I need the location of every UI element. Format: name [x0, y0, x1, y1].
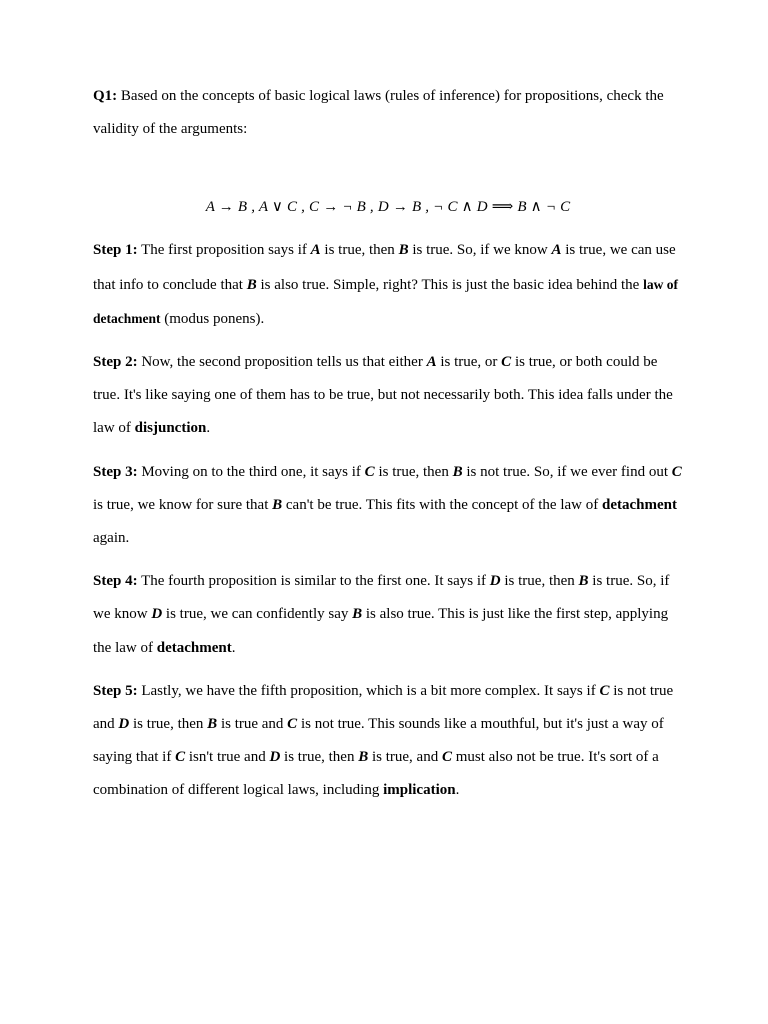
step-text: is not true and: [93, 682, 674, 733]
variable: B: [272, 496, 283, 513]
step-text: Now, the second proposition tells us that either: [137, 354, 427, 371]
question-q1: [93, 80, 683, 146]
step-text: is true, we can confidently say: [162, 606, 353, 623]
variable: B: [358, 749, 369, 766]
step-text: is not true. This sounds like a mouthful, but it's just a way of saying that if: [93, 716, 664, 766]
law-term: law of detachment: [93, 276, 678, 326]
step-label: Step 2:: [93, 354, 138, 371]
variable: D: [151, 606, 163, 623]
law-term: disjunction: [134, 420, 207, 437]
variable: A: [551, 242, 562, 259]
step-text: .: [206, 420, 211, 437]
variable: D: [489, 573, 501, 590]
step-text: is true. So, if we know: [93, 573, 670, 623]
step-text: The fourth proposition is similar to the first one. It says if: [137, 573, 490, 590]
step-text: is also true. Simple, right? This is just the basic idea behind the: [256, 276, 644, 293]
step-text: isn't true and: [185, 749, 270, 766]
step-label: Step 1:: [93, 242, 138, 259]
step-text: .: [231, 639, 236, 656]
variable: B: [352, 606, 363, 623]
step-text: is true, we can use that info to conclude that: [93, 242, 676, 293]
step-text: is true and: [217, 716, 288, 733]
step-3: [93, 456, 683, 556]
step-text: is true. So, if we know: [408, 242, 552, 259]
step-text: Lastly, we have the fifth proposition, which is a bit more complex. It says if: [137, 682, 600, 699]
step-text: is also true. This is just like the first step, applying the law of: [93, 606, 669, 656]
law-term: implication: [383, 782, 456, 799]
variable: C: [175, 749, 186, 766]
step-2: [93, 346, 683, 446]
step-text: is not true. So, if we ever find out: [462, 463, 672, 480]
variable: B: [207, 716, 218, 733]
variable: A: [310, 242, 321, 259]
step-label: Step 5:: [93, 682, 138, 699]
argument-formula: A → B , A ∨ C , C → ¬ B , D → B , ¬ C ∧ D ⟹ B ∧ ¬ C: [205, 199, 571, 216]
step-text: Moving on to the third one, it says if: [137, 463, 365, 480]
step-text: is true, and: [368, 749, 442, 766]
step-4: [93, 565, 683, 665]
variable: B: [246, 276, 257, 293]
step-text: must also not be true. It's sort of a combination of different logical laws, including: [93, 749, 659, 799]
step-text: .: [455, 782, 460, 799]
variable: C: [671, 463, 682, 480]
step-text: is true, then: [129, 716, 208, 733]
step-text: is true, then: [500, 573, 579, 590]
step-text: again.: [93, 530, 130, 547]
step-text: is true, or: [436, 354, 502, 371]
document-page: [93, 80, 683, 818]
step-text: (modus ponens).: [160, 310, 265, 327]
variable: B: [398, 242, 409, 259]
variable: B: [452, 463, 463, 480]
variable: C: [287, 716, 298, 733]
step-label: Step 4:: [93, 573, 138, 590]
variable: C: [364, 463, 375, 480]
variable: D: [269, 749, 281, 766]
variable: B: [578, 573, 589, 590]
variable: C: [501, 354, 512, 371]
variable: A: [426, 354, 437, 371]
variable: D: [118, 716, 130, 733]
variable: C: [599, 682, 610, 699]
step-text: is true, then: [280, 749, 359, 766]
step-text: is true, then: [374, 463, 453, 480]
step-text: is true, then: [320, 242, 399, 259]
question-text: Based on the concepts of basic logical laws (rules of inference) for propositions, check the validity of the arguments:: [93, 88, 664, 138]
step-1: [93, 234, 683, 336]
question-label: Q1:: [93, 88, 118, 104]
step-5: [93, 675, 683, 808]
step-label: Step 3:: [93, 463, 138, 480]
step-text: is true, or both could be true. It's like saying one of them has to be true, but not necessarily both. This idea falls under the law of: [93, 354, 673, 437]
step-text: The first proposition says if: [137, 242, 311, 259]
variable: C: [441, 749, 452, 766]
step-text: is true, we know for sure that: [93, 496, 273, 513]
step-text: can't be true. This fits with the concept of the law of: [282, 496, 602, 513]
law-term: detachment: [156, 639, 232, 656]
law-term: detachment: [601, 496, 677, 513]
